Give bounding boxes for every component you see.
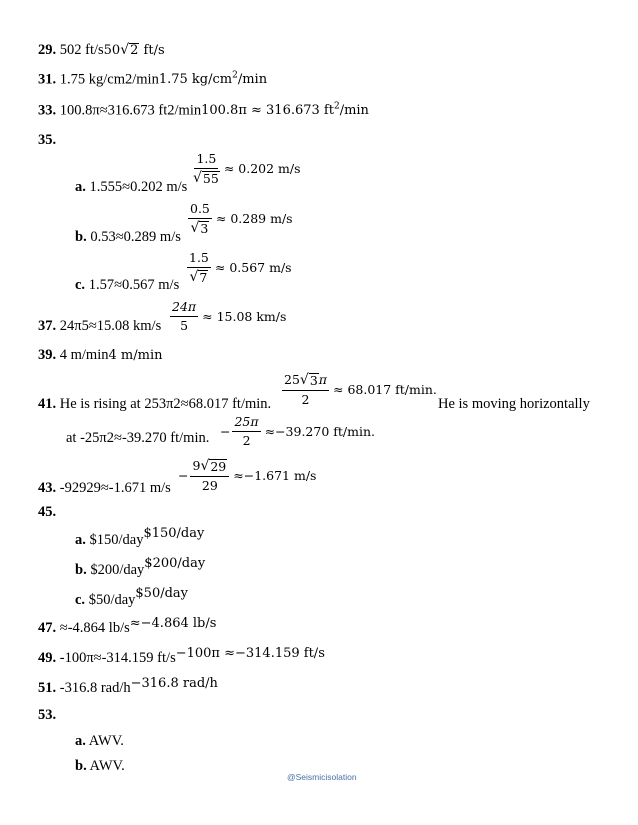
part-label: a. [75, 532, 86, 548]
answer-31 [38, 72, 267, 87]
answer-text: 502 ft/s [59, 42, 104, 58]
answer-text: $200/day [90, 562, 145, 578]
answer-41-text-2: He is moving horizontally [438, 396, 590, 412]
answer-math: $150/day [143, 526, 205, 541]
problem-number: 45. [38, 504, 57, 520]
answer-math: −316.8 rad/h [130, 676, 218, 691]
answer-math: $200/day [144, 556, 206, 571]
answer-math: −100π ≈−314.159 ft/s [175, 646, 325, 661]
problem-number: 31. [38, 71, 57, 88]
part-label: c. [75, 277, 86, 293]
answer-29 [38, 43, 165, 58]
answer-33 [38, 103, 369, 118]
answer-43 [38, 481, 171, 496]
answer-text: ≈-4.864 lb/s [59, 620, 130, 636]
answer-41-line-2: at -25π2≈-39.270 ft/min. [66, 430, 210, 446]
answer-text: 1.555≈0.202 m/s [89, 179, 188, 195]
answer-text: He is rising at 253π2≈68.017 ft/min. [59, 396, 272, 412]
answer-text: 4 m/min [59, 347, 109, 363]
answer-math: 1.75 $kg/cm^2/\min$ [158, 71, 268, 88]
answer-51 [38, 676, 218, 696]
answer-35a [75, 180, 187, 195]
answer-text: 24π5≈15.08 km/s [59, 318, 162, 334]
answer-35c [75, 278, 179, 293]
problem-number: 47. [38, 620, 57, 636]
answer-43-math: − 9 √ 29 29 ≈−1.671 m/s [178, 458, 317, 493]
answer-text: AWV. [88, 733, 124, 749]
part-label: b. [75, 758, 87, 774]
answer-37-math: $\frac{24\pi}{5}$ ≈ 15.08 km/s [172, 299, 287, 333]
answer-45c [75, 586, 189, 608]
answer-41-math-1: 25 √ 3 π 2 ≈ 68.017 ft/min. [284, 372, 437, 407]
answer-35 [38, 133, 56, 148]
problem-number: 39. [38, 347, 57, 363]
part-label: a. [75, 733, 86, 749]
part-label: a. [75, 179, 86, 195]
answer-47 [38, 616, 217, 636]
answer-math: 4 m/min [108, 348, 163, 363]
answer-45b [75, 556, 206, 578]
answer-53 [38, 708, 56, 723]
answer-text: $50/day [88, 592, 136, 608]
answer-41-math-2: − $\frac{25\pi}{2}$ ≈−39.270 ft/min. [220, 414, 376, 448]
problem-number: 51. [38, 680, 57, 696]
answer-text: 1.57≈0.567 m/s [88, 277, 180, 293]
problem-number: 49. [38, 650, 57, 666]
answer-45a [75, 526, 205, 548]
answer-math: 50 √ 2 ft/s [103, 42, 165, 58]
answer-39 [38, 348, 162, 363]
answer-35c-math: 1.5 √ 7 ≈ 0.567 m/s [189, 250, 292, 285]
answer-text: -92929≈-1.671 m/s [59, 480, 171, 496]
problem-number: 37. [38, 318, 57, 334]
part-label: b. [75, 562, 87, 578]
answer-53b [75, 759, 125, 774]
answer-math: ≈−4.864 lb/s [129, 616, 217, 631]
problem-number: 29. [38, 42, 57, 58]
answer-text: $150/day [89, 532, 144, 548]
answer-37 [38, 319, 161, 334]
problem-number: 35. [38, 132, 57, 148]
problem-number: 41. [38, 396, 57, 412]
answer-text: -100π≈-314.159 ft/s [59, 650, 176, 666]
answer-49 [38, 646, 325, 666]
problem-number: 43. [38, 480, 57, 496]
answer-41-line-1 [38, 397, 271, 412]
watermark: @Seismicisolation [287, 772, 357, 782]
answer-math: $50/day [135, 586, 189, 601]
answer-35a-math: 1.5 √ 55 ≈ 0.202 m/s [193, 151, 301, 186]
part-label: b. [75, 229, 87, 245]
problem-number: 33. [38, 102, 57, 119]
answer-text: AWV. [89, 758, 125, 774]
problem-number: 53. [38, 707, 57, 723]
answer-45 [38, 505, 56, 520]
answer-text: 100.8π≈316.673 ft2/min [59, 102, 202, 119]
answer-text: 1.75 kg/cm2/min [59, 71, 159, 88]
answer-math: 100.8π ≈ 316.673 $ft^2/\min$ [201, 102, 369, 119]
answer-35b [75, 230, 181, 245]
answer-35b-math: 0.5 √ 3 ≈ 0.289 m/s [190, 201, 293, 236]
part-label: c. [75, 592, 86, 608]
answer-text: -316.8 rad/h [59, 680, 131, 696]
answer-text: 0.53≈0.289 m/s [90, 229, 181, 245]
answer-53a [75, 734, 124, 749]
